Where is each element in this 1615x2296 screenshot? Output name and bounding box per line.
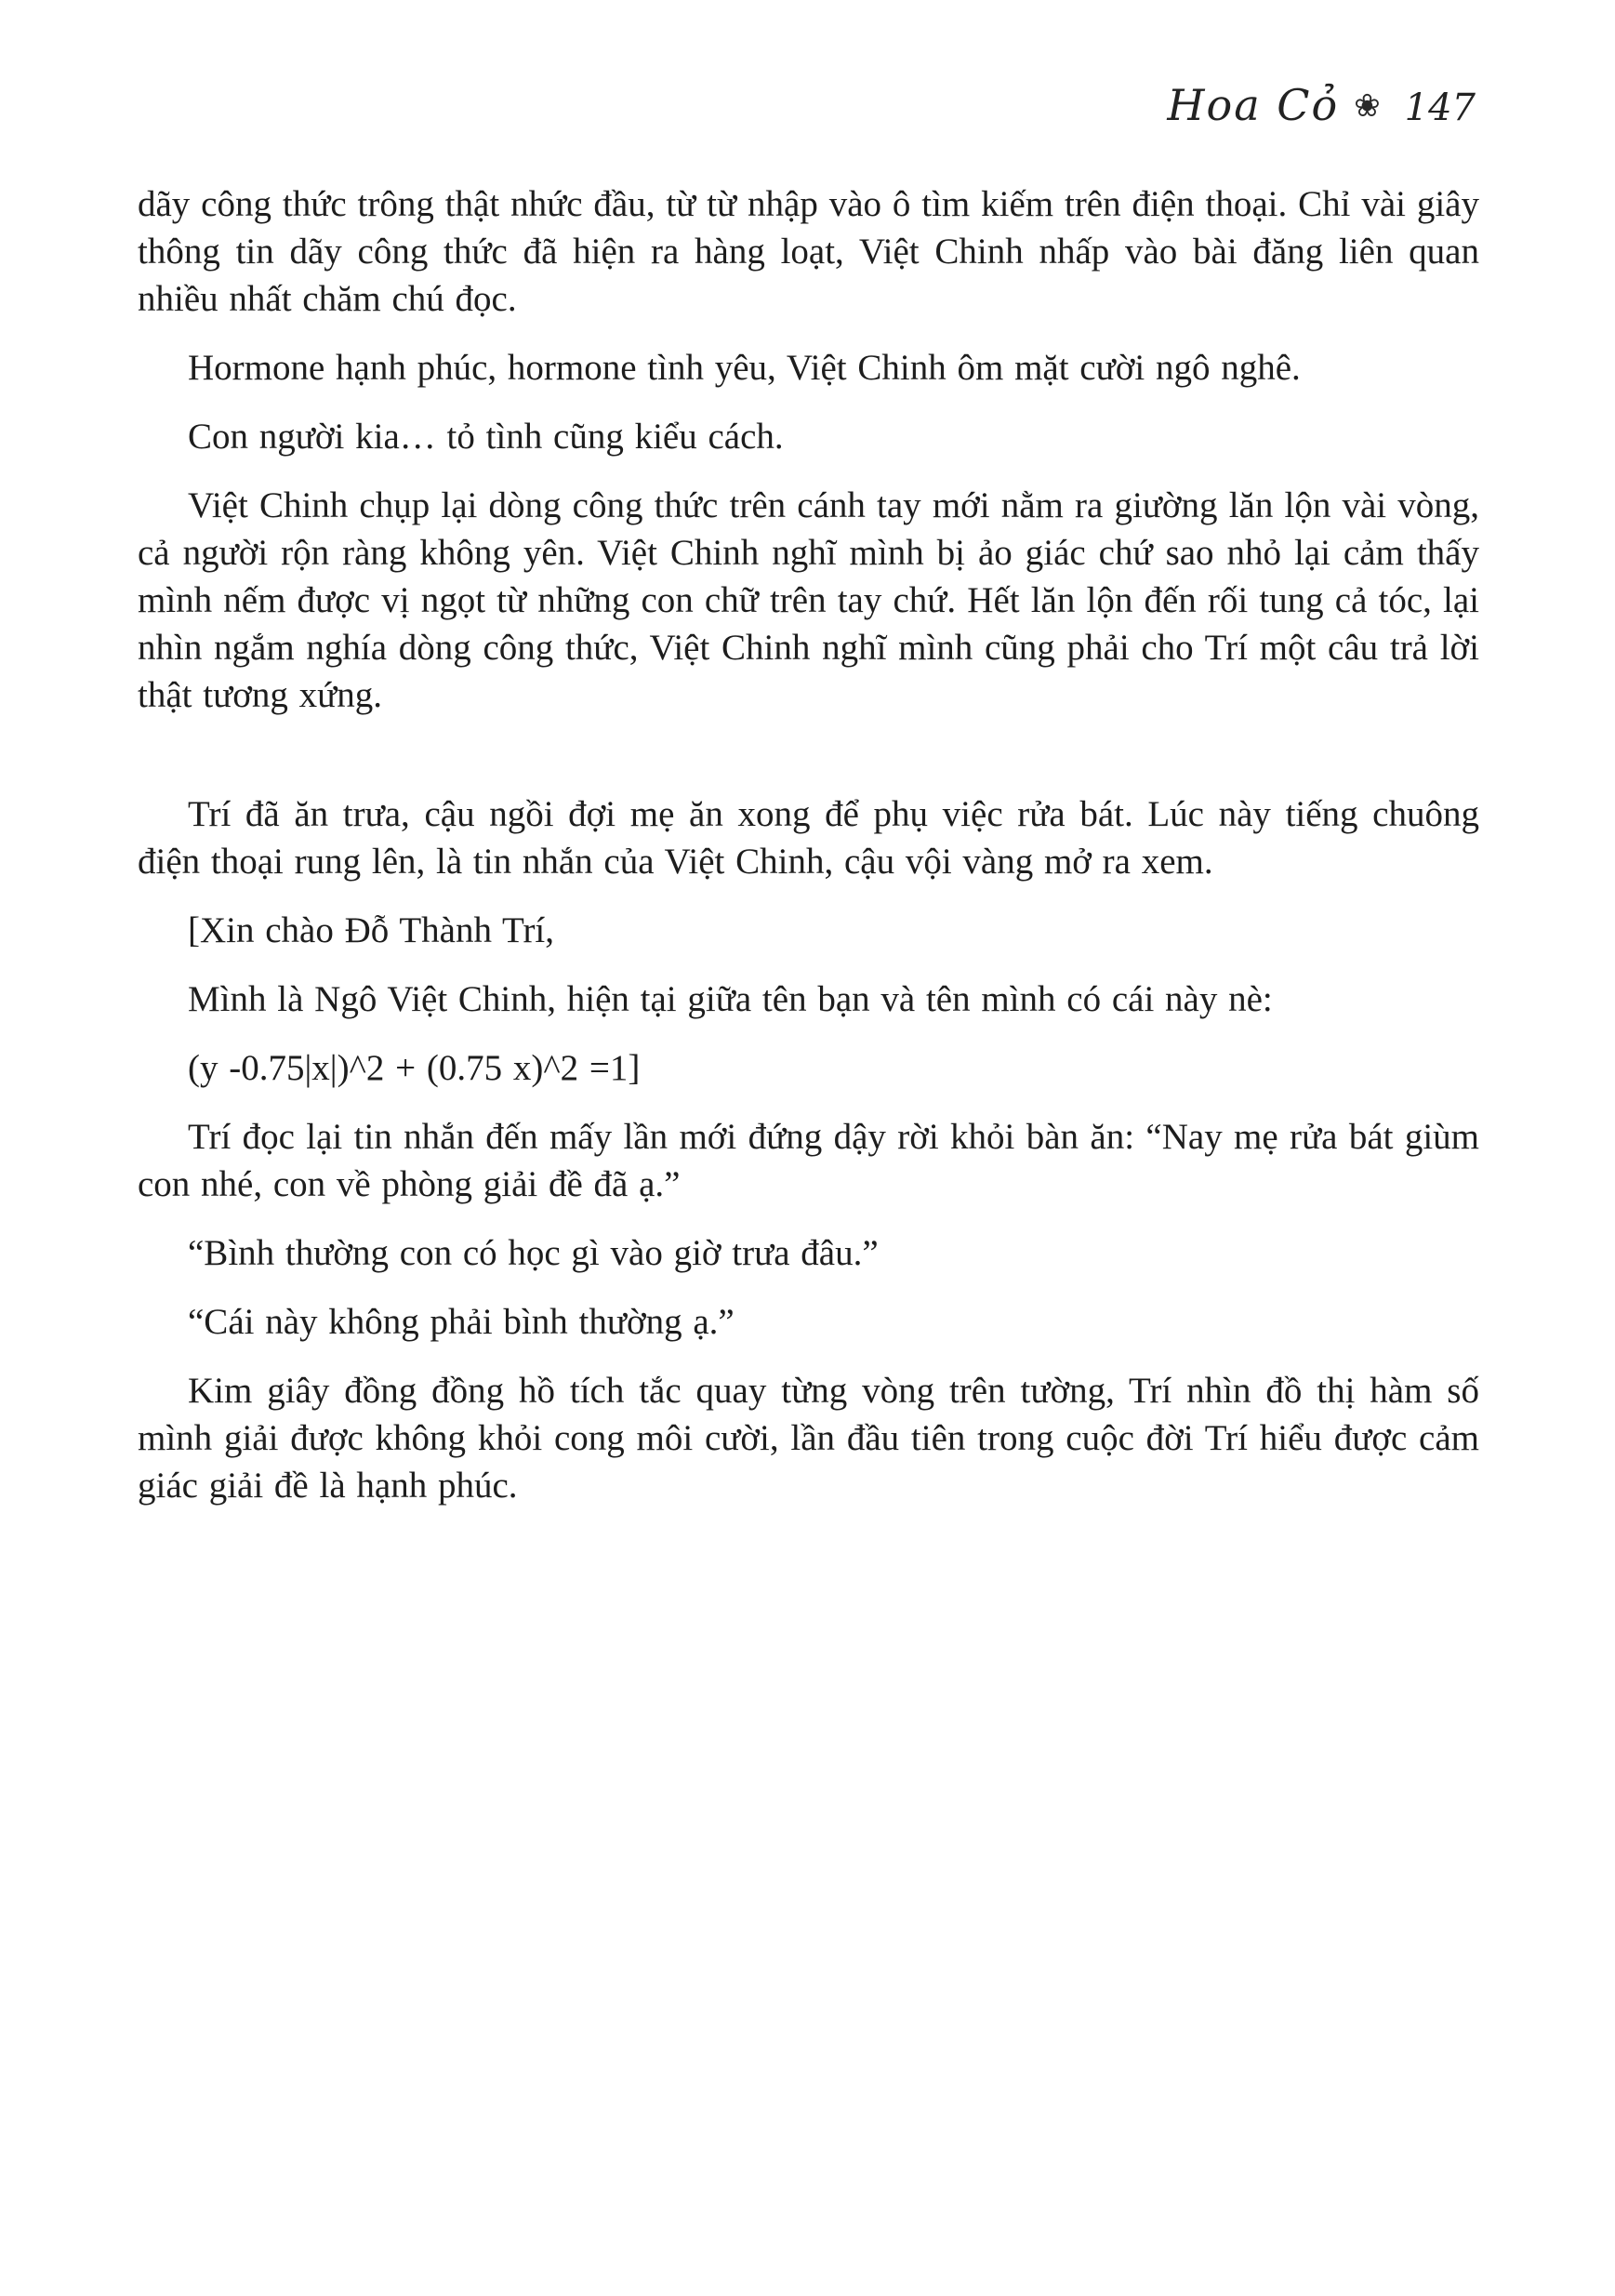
book-title: Hoa Cỏ bbox=[1167, 80, 1340, 130]
page-header bbox=[138, 80, 1479, 130]
paragraph-8-formula: (y -0.75|x|)^2 + (0.75 x)^2 =1] bbox=[188, 1048, 641, 1088]
paragraph-7: Mình là Ngô Việt Chinh, hiện tại giữa tên bạn và tên mình có cái này nè: bbox=[188, 979, 1273, 1019]
paragraph-6: [Xin chào Đỗ Thành Trí, bbox=[188, 910, 555, 950]
paragraph-10: “Bình thường con có học gì vào giờ trưa đâu.” bbox=[188, 1233, 879, 1273]
paragraph-11: “Cái này không phải bình thường ạ.” bbox=[188, 1302, 735, 1342]
paragraph-9: Trí đọc lại tin nhắn đến mấy lần mới đứng dậy rời khỏi bàn ăn: “Nay mẹ rửa bát giùm con nhé, con về phòng giải đề đã ạ.” bbox=[138, 1117, 1479, 1204]
page-number: 147 bbox=[1404, 86, 1476, 129]
page-body bbox=[138, 180, 1479, 1509]
paragraph-5: Trí đã ăn trưa, cậu ngồi đợi mẹ ăn xong để phụ việc rửa bát. Lúc này tiếng chuông điện thoại rung lên, là tin nhắn của Việt Chinh, cậu vội vàng mở ra xem. bbox=[138, 794, 1479, 882]
paragraph-1: dãy công thức trông thật nhức đầu, từ từ nhập vào ô tìm kiếm trên điện thoại. Chỉ vài giây thông tin dãy công thức đã hiện ra hàng loạt, Việt Chinh nhấp vào bài đăng liên quan nhiều nhất chăm chú đọc. bbox=[138, 184, 1479, 319]
paragraph-4: Việt Chinh chụp lại dòng công thức trên cánh tay mới nằm ra giường lăn lộn vài vòng, cả người rộn ràng không yên. Việt Chinh nghĩ mình bị ảo giác chứ sao nhỏ lại cảm thấy mình nếm được vị ngọt từ những con chữ trên tay chứ. Hết lăn lộn đến rối tung cả tóc, lại nhìn ngắm nghía dòng công thức, Việt Chinh nghĩ mình cũng phải cho Trí một câu trả lời thật tương xứng. bbox=[138, 485, 1479, 715]
flower-icon: ❀ bbox=[1354, 87, 1381, 125]
paragraph-12: Kim giây đồng đồng hồ tích tắc quay từng vòng trên tường, Trí nhìn đồ thị hàm số mình giải được không khỏi cong môi cười, lần đầu tiên trong cuộc đời Trí hiểu được cảm giác giải đề là hạnh phúc. bbox=[138, 1371, 1479, 1506]
scene-break bbox=[138, 740, 1479, 790]
paragraph-2: Hormone hạnh phúc, hormone tình yêu, Việt Chinh ôm mặt cười ngô nghê. bbox=[188, 348, 1301, 388]
paragraph-3: Con người kia… tỏ tình cũng kiểu cách. bbox=[188, 417, 784, 457]
